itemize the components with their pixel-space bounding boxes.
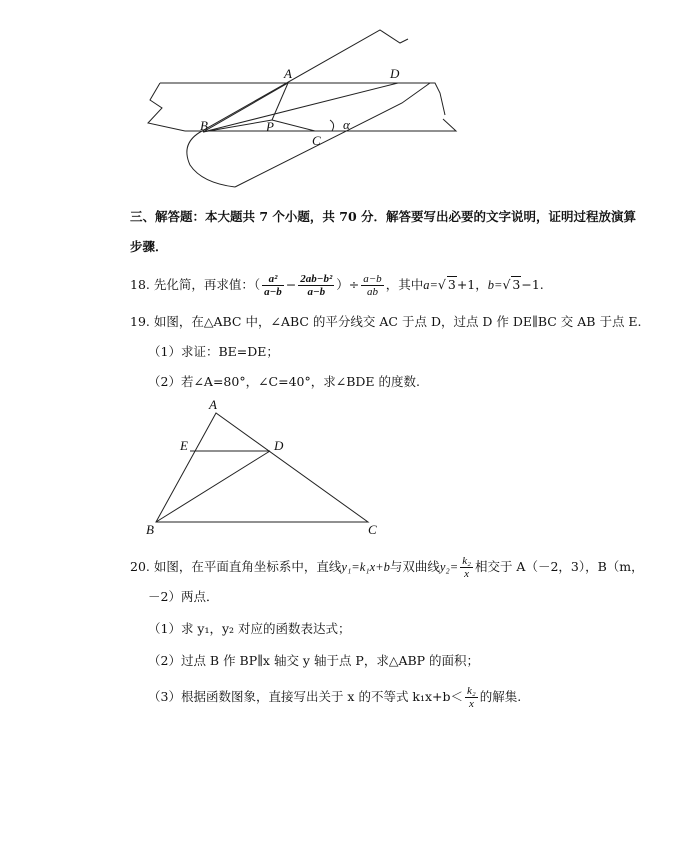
q18-number: 18. [130,277,150,292]
label-D: D [274,438,284,453]
triangle-ABC [156,413,368,522]
q20-part-1: （1）求 y₁，y₂ 对应的函数表达式； [148,621,351,636]
q20-number: 20. [130,559,150,574]
q19-part-2: （2）若∠A=80°，∠C=40°，求∠BDE 的度数. [148,374,421,389]
question-18: 18. 先化简，再求值：（ $\frac{\text{a²}}{a-b}$ − $\frac{\text{2ab−b²}}{a-b}$ ）÷ $\frac{a-b}{ab}$ ，其中a=√ 3+1，b=√ 3−1. [130,273,544,298]
label-A: A [284,66,292,81]
horizontal-strip-bottom [185,119,456,131]
angle-alpha-arc [330,120,334,131]
label-C: C [312,133,321,148]
question-20: 20. 如图，在平面直角坐标系中，直线y₁=k₁x+b与双曲线y₂= $\frac{\text{k₂}}{x}$ 相交于 A（－2，3），B（m， [130,555,644,580]
label-B: B [200,118,208,133]
question-19 [130,313,642,331]
section3-heading-cont: 步骤． [130,239,168,254]
figure-triangle [140,395,390,540]
segment-BD [203,83,398,132]
segment-BD [156,451,270,522]
q20-part-3-fraction: $\frac{\text{k₂}}{x}$ [467,685,476,710]
section3-heading: 三、解答题：本大题共 7 个小题，共 70 分．解答要写出必要的文字说明，证明过程放演算 [130,209,637,224]
q18-intro: 先化简，再求值：（ [153,277,261,292]
strip-left-edge [148,83,185,131]
slanted-strip-left-end [187,131,235,187]
label-alpha: α [343,117,350,132]
q20-part-3: （3）根据函数图象，直接写出关于 x 的不等式 k₁x+b＜ $\frac{\text{k₂}}{x}$ 的解集. [148,685,522,710]
q20-part-2: （2）过点 B 作 BP∥x 轴交 y 轴于点 P，求△ABP 的面积； [148,653,480,668]
q19-number: 19. [130,314,150,329]
horizontal-strip-top [160,83,445,115]
figure-strips [140,25,470,195]
q18-fraction-1: $\frac{\text{a²}}{a-b}$ [264,273,282,298]
q19-text: 如图，在△ABC 中，∠ABC 的平分线交 AC 于点 D，过点 D 作 DE∥BC 交 AB 于点 E. [153,314,642,329]
q18-fraction-2: $\frac{\text{2ab−b²}}{a-b}$ [300,273,333,298]
q20-line-2: －2）两点． [148,589,219,604]
q20-fraction: $\frac{\text{k₂}}{x}$ [462,555,471,580]
slanted-strip-bottom-edge [235,83,430,187]
label-A: A [209,397,217,412]
label-D: D [390,66,400,81]
label-B: B [146,522,154,537]
segment-PC [272,120,315,131]
q19-part-1: （1）求证：BE=DE； [148,344,279,359]
segment-AP [272,83,288,120]
label-P: P [266,119,274,134]
q18-fraction-3: $\frac{a-b}{ab}$ [363,273,382,298]
label-C: C [368,522,377,537]
label-E: E [180,438,188,453]
